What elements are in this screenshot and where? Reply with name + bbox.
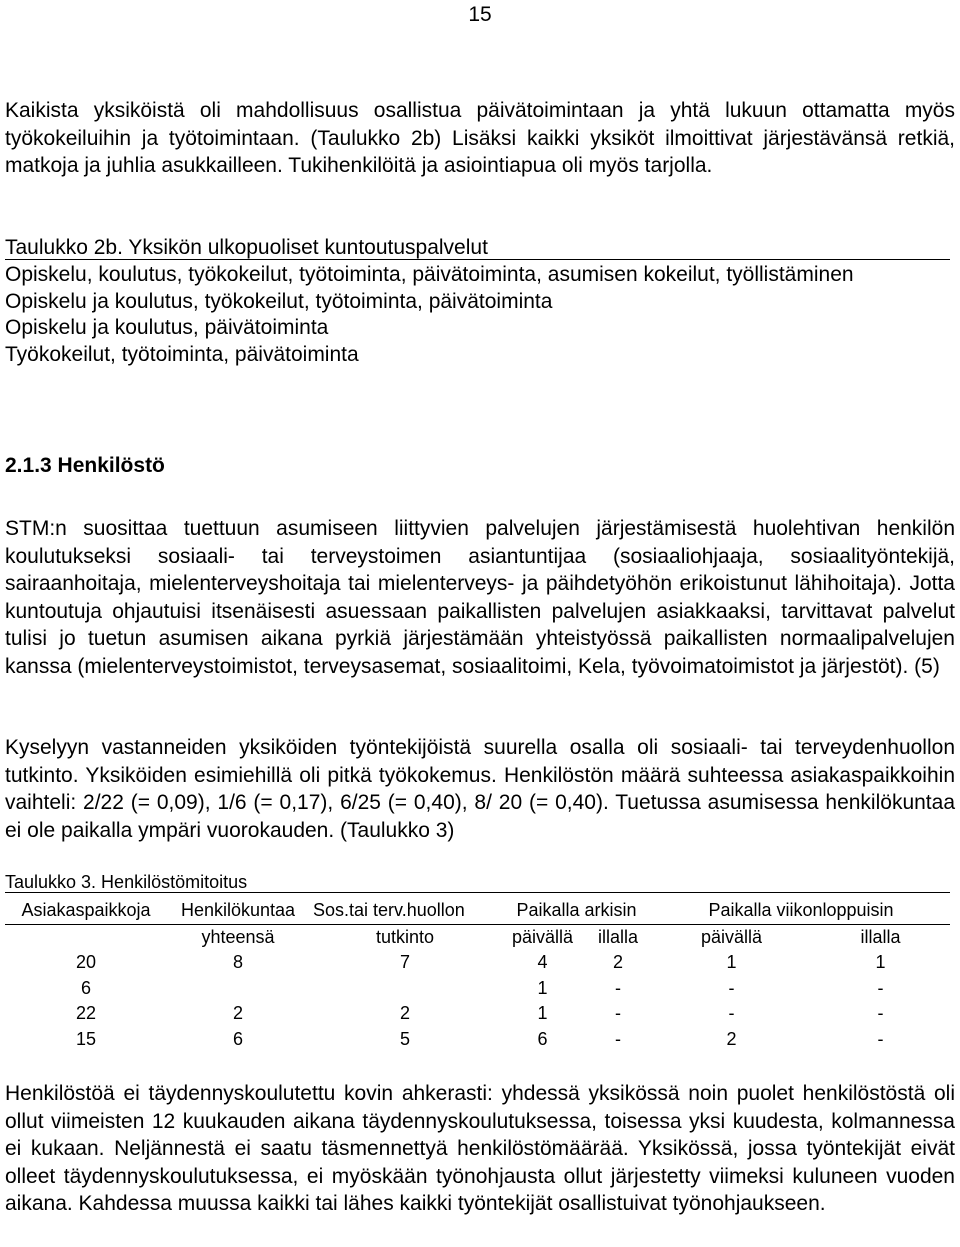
table-row	[5, 1027, 950, 1053]
table-cell: 6	[537, 1028, 548, 1049]
table-3-title: Taulukko 3. Henkilöstömitoitus	[5, 872, 950, 893]
column-subheader: päivällä	[511, 926, 574, 947]
table-cell: 22	[75, 1003, 97, 1024]
paragraph-intro: Kaikista yksiköistä oli mahdollisuus osallistua päivätoimintaan ja yhtä lukuun ottamatta myös työkokeiluihin ja työtoimintaan. (Taulukko 2b) Lisäksi kaikki yksiköt ilmoittivat järjestävänsä retkiä, matkoja ja juhlia asukkailleen. Tukihenkilöitä ja asiointiapua oli myös tarjolla.	[5, 99, 955, 177]
table-cell: 15	[75, 1028, 97, 1049]
table-cell: 1	[726, 952, 737, 973]
table-cell: -	[877, 1028, 884, 1049]
table-cell: -	[728, 977, 735, 998]
table-cell: -	[877, 1003, 884, 1024]
table-cell: -	[615, 1028, 621, 1049]
table-cell: 2	[399, 1003, 410, 1024]
table-cell: -	[877, 977, 884, 998]
table-row	[5, 950, 950, 976]
list-item: Työkokeilut, työtoiminta, päivätoiminta	[5, 342, 359, 366]
table-cell: 2	[612, 952, 623, 973]
table-cell: 5	[399, 1028, 410, 1049]
list-item: Opiskelu, koulutus, työkokeilut, työtoiminta, päivätoiminta, asumisen kokeilut, työllistäminen	[5, 263, 854, 286]
column-header: Henkilökuntaa	[167, 898, 309, 924]
table-cell: 6	[80, 977, 91, 998]
table-cell: -	[728, 1003, 735, 1024]
table-cell	[167, 976, 309, 1002]
column-subheader: päivällä	[700, 926, 763, 947]
page-number: 15	[468, 3, 492, 26]
table-cell: 2	[726, 1028, 737, 1049]
paragraph-training: Henkilöstöä ei täydennyskoulutettu kovin ahkerasti: yhdessä yksikössä noin puolet henkilöstöstä oli ollut viimeisten 12 kuukauden aikana täydennyskoulutuksessa, toisessa yksi kuudesta, kolmannessa ei kukaan. Neljännestä ei saatu täsmennettyä henkilöstömäärää. Yksikössä, jossa työntekijät eivät olleet täydennyskoulutuksessa, ei myöskään työnohjausta ollut järjestetty viimeksi kuluneen vuoden aikana. Kahdessa muussa kaikki tai lähes kaikki työntekijät osallistuivat työnohjaukseen.	[5, 1082, 955, 1215]
table-cell: 20	[75, 952, 97, 973]
table-header-row	[5, 898, 950, 924]
table-row	[5, 1001, 950, 1027]
staff-table	[5, 898, 950, 1052]
column-header: Paikalla viikonloppuisin	[652, 898, 950, 924]
column-header: Sos.tai terv.huollon	[309, 898, 501, 924]
column-header: Asiakaspaikkoja	[5, 898, 167, 924]
column-subheader: yhteensä	[201, 926, 275, 947]
column-subheader: tutkinto	[375, 926, 435, 947]
table-2b-list	[5, 262, 950, 368]
section-heading: 2.1.3 Henkilöstö	[5, 454, 165, 477]
table-row	[5, 976, 950, 1002]
column-subheader: illalla	[860, 926, 901, 947]
table-cell	[309, 976, 501, 1002]
list-item: Opiskelu ja koulutus, työkokeilut, työtoiminta, päivätoiminta	[5, 289, 553, 313]
column-header: Paikalla arkisin	[501, 898, 652, 924]
table-cell: 7	[399, 952, 410, 973]
table-cell: 8	[232, 952, 243, 973]
table-2b-title: Taulukko 2b. Yksikön ulkopuoliset kuntoutuspalvelut	[5, 236, 950, 260]
table-cell: 1	[537, 977, 548, 998]
table-subheader-row	[5, 924, 950, 950]
table-cell: 1	[537, 1003, 548, 1024]
paragraph-survey: Kyselyyn vastanneiden yksiköiden työntekijöistä suurella osalla oli sosiaali- tai terveydenhuollon tutkinto. Yksiköiden esimiehillä oli pitkä työkokemus. Henkilöstön määrä suhteessa asiakaspaikkoihin vaihteli: 2/22 (= 0,09), 1/6 (= 0,17), 6/25 (= 0,40), 8/ 20 (= 0,40). Tuetussa asumisessa henkilökuntaa ei ole paikalla ympäri vuorokauden. (Taulukko 3)	[5, 736, 955, 842]
table-cell: 4	[537, 952, 548, 973]
table-cell: 1	[875, 952, 886, 973]
table-cell: 6	[232, 1028, 243, 1049]
table-cell: -	[615, 977, 621, 998]
table-cell: -	[615, 1003, 621, 1024]
table-cell: 2	[232, 1003, 243, 1024]
column-subheader: illalla	[597, 926, 639, 947]
paragraph-stm: STM:n suosittaa tuettuun asumiseen liittyvien palvelujen järjestämisestä huolehtivan henkilön koulutukseksi sosiaali- tai terveystoimen asiantuntijaa (sosiaaliohjaaja, sosiaalityöntekijä, sairaanhoitaja, mielenterveyshoitaja tai mielenterveys- ja päihdetyöhön erikoistunut lähihoitaja). Jotta kuntoutuja ohjautuisi itsenäisesti asuessaan paikallisten palvelujen asiakkaaksi, tarvittavat palvelut tulisi jo tuetun asumisen aikana pyrkiä järjestämään yhteistyössä paikallisten normaalipalvelujen kanssa (mielenterveystoimistot, terveysasemat, sosiaalitoimi, Kela, työvoimatoimistot ja järjestöt). (5)	[5, 517, 955, 678]
list-item: Opiskelu ja koulutus, päivätoiminta	[5, 316, 329, 339]
column-subheader	[5, 924, 167, 950]
